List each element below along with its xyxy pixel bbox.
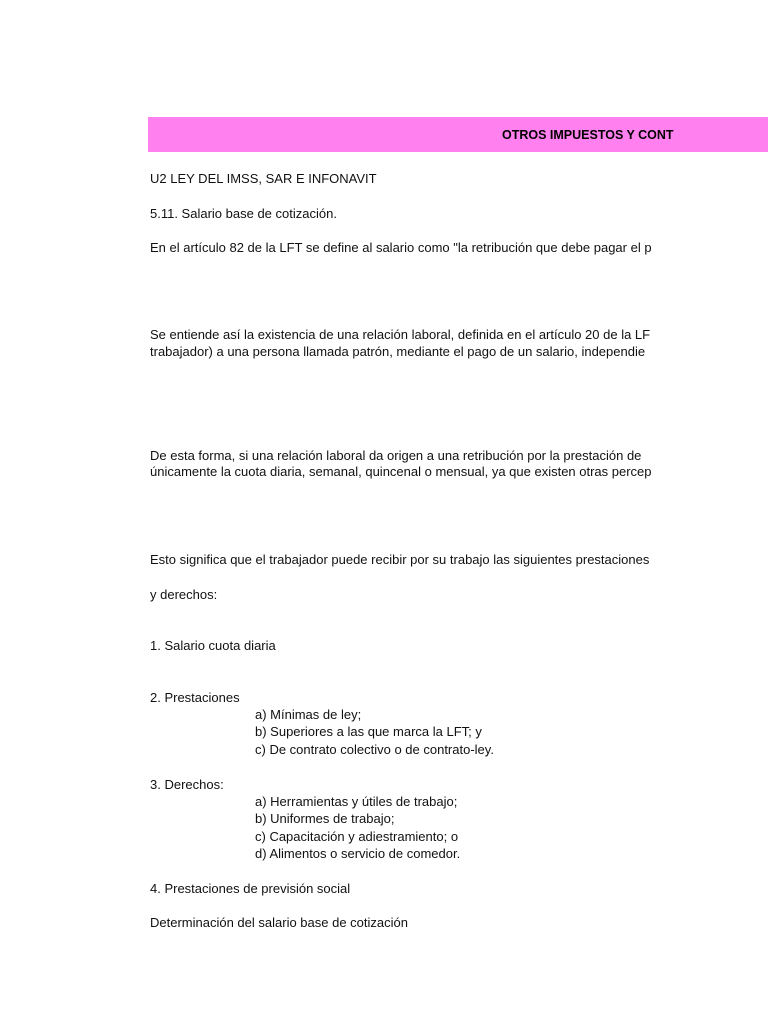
paragraph-3-line-1: De esta forma, si una relación laboral da origen a una retribución por la prestación de — [150, 448, 642, 463]
list-item-2-sub-c: c) De contrato colectivo o de contrato-ley. — [255, 742, 494, 757]
list-item-3-sub-b: b) Uniformes de trabajo; — [255, 811, 395, 826]
paragraph-2-line-1: Se entiende así la existencia de una relación laboral, definida en el artículo 20 de la LF — [150, 327, 651, 342]
paragraph-5: y derechos: — [150, 587, 218, 602]
list-item-1: 1. Salario cuota diaria — [150, 638, 276, 653]
list-item-4: 4. Prestaciones de previsión social — [150, 881, 351, 896]
unit-title: U2 LEY DEL IMSS, SAR E INFONAVIT — [150, 171, 377, 186]
list-item-2-title: 2. Prestaciones — [150, 690, 240, 705]
list-item-2-sub-b: b) Superiores a las que marca la LFT; y — [255, 724, 482, 739]
closing-heading: Determinación del salario base de cotización — [150, 915, 408, 930]
title-banner — [148, 117, 768, 152]
list-item-2-sub-a: a) Mínimas de ley; — [255, 707, 362, 722]
paragraph-4: Esto significa que el trabajador puede recibir por su trabajo las siguientes prestaciones — [150, 552, 650, 567]
paragraph-2-line-2: trabajador) a una persona llamada patrón, mediante el pago de un salario, independie — [150, 344, 646, 359]
paragraph-3-line-2: únicamente la cuota diaria, semanal, quincenal o mensual, ya que existen otras percep — [150, 464, 652, 479]
paragraph-1: En el artículo 82 de la LFT se define al salario como "la retribución que debe pagar el p — [150, 240, 652, 255]
list-item-3-title: 3. Derechos: — [150, 777, 224, 792]
list-item-3-sub-d: d) Alimentos o servicio de comedor. — [255, 846, 461, 861]
section-title: 5.11. Salario base de cotización. — [150, 206, 337, 221]
list-item-3-sub-c: c) Capacitación y adiestramiento; o — [255, 829, 459, 844]
list-item-3-sub-a: a) Herramientas y útiles de trabajo; — [255, 794, 458, 809]
banner-title: OTROS IMPUESTOS Y CONT — [502, 128, 674, 142]
